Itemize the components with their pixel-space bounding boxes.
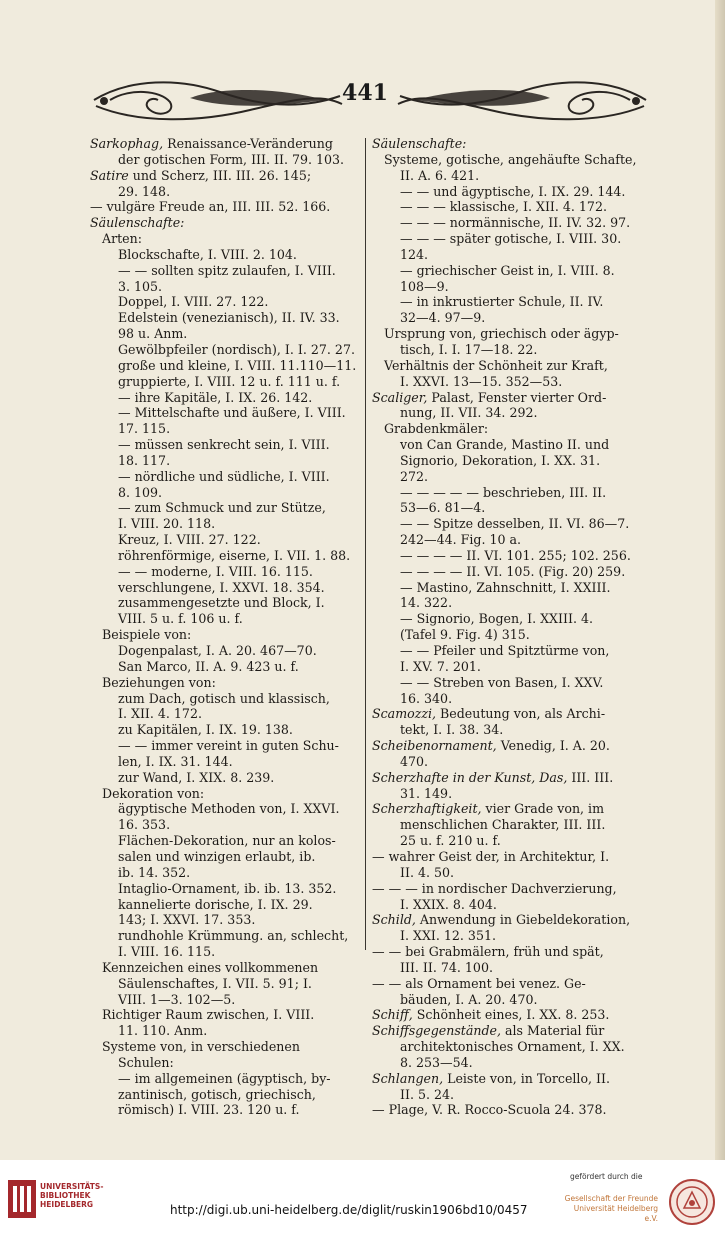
index-entry-line: kannelierte dorische, I. IX. 29. xyxy=(118,896,313,912)
index-entry-line: 17. 115. xyxy=(118,421,171,437)
entry-headword: Scherzhaftigkeit, xyxy=(372,801,482,817)
index-entry-line: 272. xyxy=(400,468,429,484)
index-entry-line: 143; I. XXVI. 17. 353. xyxy=(118,912,256,928)
index-entry-line: — zum Schmuck und zur Stütze, xyxy=(118,500,326,516)
entry-headword: Schiffsgegenstände, xyxy=(372,1023,502,1039)
index-entry-line: — — — — — beschrieben, III. II. xyxy=(400,484,607,500)
entry-headword: Schild, xyxy=(372,912,416,928)
entry-text: III. III. xyxy=(567,769,614,785)
index-entry-line: Doppel, I. VIII. 27. 122. xyxy=(118,294,269,310)
index-entry-line: zum Dach, gotisch und klassisch, xyxy=(118,690,330,706)
index-entry-line: Signorio, Dekoration, I. XX. 31. xyxy=(400,452,601,468)
index-entry-line: — Signorio, Bogen, I. XXIII. 4. xyxy=(400,611,593,627)
index-entry-line: Kreuz, I. VIII. 27. 122. xyxy=(118,532,261,548)
society-name xyxy=(558,1194,658,1224)
index-entry-line: I. XXIX. 8. 404. xyxy=(400,896,497,912)
library-name-line1: UNIVERSITÄTS- xyxy=(40,1182,104,1191)
entry-text: Renaissance-Veränderung xyxy=(163,136,333,151)
index-entry-line: — müssen senkrecht sein, I. VIII. xyxy=(118,437,330,453)
index-entry-line: — — — — II. VI. 101. 255; 102. 256. xyxy=(400,547,631,563)
index-entry-line: Dekoration von: xyxy=(102,785,205,801)
index-entry-line: Dogenpalast, I. A. 20. 467—70. xyxy=(118,643,317,658)
index-entry-line xyxy=(372,912,644,928)
index-entry-line: römisch) I. VIII. 23. 120 u. f. xyxy=(118,1102,300,1118)
index-entry-line: — vulgäre Freude an, III. III. 52. 166. xyxy=(90,199,331,215)
index-entry-line: — Mittelschafte und äußere, I. VIII. xyxy=(118,405,346,421)
index-entry-line: I. VIII. 20. 118. xyxy=(118,516,216,532)
entry-text: Anwendung in Giebeldekoration, xyxy=(415,912,631,928)
entry-headword: Schlangen, xyxy=(372,1070,444,1086)
entry-text: als Material für xyxy=(501,1023,605,1039)
index-entry-line: Grabdenkmäler: xyxy=(384,421,489,437)
index-entry-line: Richtiger Raum zwischen, I. VIII. xyxy=(102,1007,315,1023)
index-entry-line: — — und ägyptische, I. IX. 29. 144. xyxy=(400,183,626,199)
index-entry-line: len, I. IX. 31. 144. xyxy=(118,753,233,769)
entry-headword: Scheibenornament, xyxy=(372,738,497,754)
index-entry-line: 242—44. Fig. 10 a. xyxy=(400,532,522,548)
index-entry-line: — ihre Kapitäle, I. IX. 26. 142. xyxy=(118,389,313,405)
entry-headword: Säulenschafte: xyxy=(372,136,467,151)
index-entry-line xyxy=(372,1023,644,1039)
entry-text: Leiste von, in Torcello, II. xyxy=(443,1070,610,1086)
footer-bar xyxy=(0,1160,725,1240)
society-name-line2: Universität Heidelberg e.V. xyxy=(573,1204,658,1223)
index-entry-line: der gotischen Form, III. II. 79. 103. xyxy=(118,151,345,167)
index-entry-line xyxy=(372,1071,644,1087)
index-entry-line xyxy=(90,168,360,184)
index-entry-line: 16. 353. xyxy=(118,817,171,833)
index-entry-line: von Can Grande, Mastino II. und xyxy=(400,437,610,453)
index-entry-line: — — sollten spitz zulaufen, I. VIII. xyxy=(118,262,336,278)
index-entry-line: Systeme von, in verschiedenen xyxy=(102,1039,300,1055)
entry-headword: Scamozzi, xyxy=(372,706,437,722)
index-entry-line: VIII. 5 u. f. 106 u. f. xyxy=(118,611,243,627)
index-entry-line: — wahrer Geist der, in Architektur, I. xyxy=(372,848,610,864)
index-entry-line: — Mastino, Zahnschnitt, I. XXIII. xyxy=(400,579,611,595)
index-entry-line: 124. xyxy=(400,246,429,262)
index-entry-line: — — immer vereint in guten Schu- xyxy=(118,738,339,754)
index-entry-line: röhrenförmige, eiserne, I. VII. 1. 88. xyxy=(118,547,351,563)
index-entry-line: I. XV. 7. 201. xyxy=(400,658,481,674)
index-entry-line: Flächen-Dekoration, nur an kolos- xyxy=(118,833,336,849)
index-entry-line: Blockschafte, I. VIII. 2. 104. xyxy=(118,246,297,262)
index-entry-line: 3. 105. xyxy=(118,278,163,294)
index-entry-line: 31. 149. xyxy=(400,785,453,801)
index-entry-line: zantinisch, gotisch, griechisch, xyxy=(118,1086,316,1102)
index-entry-line: tekt, I. I. 38. 34. xyxy=(400,722,504,738)
index-entry-line xyxy=(372,136,644,152)
index-entry-line: II. 4. 50. xyxy=(400,864,455,880)
index-entry-line: salen und winzigen erlaubt, ib. xyxy=(118,848,316,864)
index-entry-line: — — moderne, I. VIII. 16. 115. xyxy=(118,563,313,579)
column-divider xyxy=(365,138,366,950)
entry-text: vier Grade von, im xyxy=(481,801,605,817)
index-entry-line: 29. 148. xyxy=(118,183,171,199)
index-entry-line: ägyptische Methoden von, I. XXVI. xyxy=(118,801,340,817)
entry-headword: Scherzhafte in der Kunst, Das, xyxy=(372,769,568,785)
index-entry-line: — — Pfeiler und Spitztürme von, xyxy=(400,643,610,658)
index-entry-line: — — — klassische, I. XII. 4. 172. xyxy=(400,199,607,215)
index-entry-line: I. VIII. 16. 115. xyxy=(118,944,216,960)
index-entry-line: Schulen: xyxy=(118,1054,174,1070)
entry-text: und Scherz, III. III. 26. 145; xyxy=(128,167,312,183)
index-entry-line: 8. 109. xyxy=(118,484,163,500)
entry-text: Bedeutung von, als Archi- xyxy=(436,706,606,722)
index-entry-line: — — als Ornament bei venez. Ge- xyxy=(372,975,586,991)
index-entry-line: Arten: xyxy=(102,231,142,247)
index-entry-line: — griechischer Geist in, I. VIII. 8. xyxy=(400,262,615,278)
index-entry-line xyxy=(90,136,360,152)
index-entry-line: Säulenschaftes, I. VII. 5. 91; I. xyxy=(118,975,312,991)
entry-headword: Scaliger, xyxy=(372,389,428,405)
index-entry-line: — Plage, V. R. Rocco-Scuola 24. 378. xyxy=(372,1102,607,1118)
index-entry-line: 470. xyxy=(400,753,429,769)
permalink-url[interactable]: http://digi.ub.uni-heidelberg.de/diglit/ruskin1906bd10/0457 xyxy=(170,1203,528,1217)
index-entry-line xyxy=(372,390,644,406)
index-entry-line: — im allgemeinen (ägyptisch, by- xyxy=(118,1070,331,1086)
index-entry-line: architektonisches Ornament, I. XX. xyxy=(400,1039,625,1055)
entry-text: Schönheit eines, I. XX. 8. 253. xyxy=(412,1007,610,1023)
index-entry-line: Gewölbpfeiler (nordisch), I. I. 27. 27. xyxy=(118,341,355,357)
index-entry-line: I. XII. 4. 172. xyxy=(118,706,202,722)
index-entry-line: große und kleine, I. VIII. 11.110—11. xyxy=(118,357,357,373)
index-entry-line: Beziehungen von: xyxy=(102,674,216,690)
index-entry-line: 25 u. f. 210 u. f. xyxy=(400,833,501,849)
index-entry-line: 108—9. xyxy=(400,278,449,294)
index-entry-line: gruppierte, I. VIII. 12 u. f. 111 u. f. xyxy=(118,373,341,389)
index-entry-line: Kennzeichen eines vollkommenen xyxy=(102,959,319,975)
university-library-logo-icon xyxy=(8,1180,36,1218)
index-entry-line: zusammengesetzte und Block, I. xyxy=(118,595,325,611)
index-entry-line xyxy=(90,215,360,231)
index-entry-line: II. A. 6. 421. xyxy=(400,167,480,183)
index-entry-line: 98 u. Anm. xyxy=(118,326,188,342)
entry-headword: Sarkophag, xyxy=(90,136,164,151)
index-entry-line: 16. 340. xyxy=(400,690,453,706)
society-seal-icon xyxy=(668,1178,716,1226)
index-entry-line: — — bei Grabmälern, früh und spät, xyxy=(372,944,604,960)
library-name-line2: BIBLIOTHEK xyxy=(40,1191,91,1200)
entry-text: Venedig, I. A. 20. xyxy=(496,738,610,754)
index-column-right xyxy=(372,136,644,1118)
index-entry-line: San Marco, II. A. 9. 423 u. f. xyxy=(118,658,299,674)
index-entry-line: menschlichen Charakter, III. III. xyxy=(400,817,606,833)
index-entry-line: Intaglio-Ornament, ib. ib. 13. 352. xyxy=(118,880,337,896)
index-entry-line: 11. 110. Anm. xyxy=(118,1023,208,1039)
index-entry-line: 53—6. 81—4. xyxy=(400,500,486,516)
index-entry-line: — in inkrustierter Schule, II. IV. xyxy=(400,294,604,310)
index-column-left xyxy=(90,136,360,1118)
index-entry-line: Beispiele von: xyxy=(102,627,192,643)
index-entry-line: ib. 14. 352. xyxy=(118,864,191,880)
index-entry-line: I. XXVI. 13—15. 352—53. xyxy=(400,373,563,389)
index-entry-line: 18. 117. xyxy=(118,452,171,468)
entry-headword: Satire xyxy=(90,167,129,183)
society-name-line1: Gesellschaft der Freunde xyxy=(564,1194,658,1203)
funded-by-label: gefördert durch die xyxy=(570,1172,643,1181)
index-entry-line: Systeme, gotische, angehäufte Schafte, xyxy=(384,151,637,167)
entry-headword: Säulenschafte: xyxy=(90,215,185,231)
index-entry-line: zur Wand, I. XIX. 8. 239. xyxy=(118,769,275,785)
index-entry-line: — nördliche und südliche, I. VIII. xyxy=(118,468,330,484)
entry-headword: Schiff, xyxy=(372,1007,413,1023)
library-name xyxy=(40,1182,103,1209)
index-entry-line: — — — normännische, II. IV. 32. 97. xyxy=(400,215,631,231)
index-entry-line: tisch, I. I. 17—18. 22. xyxy=(400,341,538,357)
entry-text: Palast, Fenster vierter Ord- xyxy=(427,389,607,405)
index-entry-line: III. II. 74. 100. xyxy=(400,959,493,975)
index-entry-line: — — — später gotische, I. VIII. 30. xyxy=(400,231,622,247)
index-entry-line: I. XXI. 12. 351. xyxy=(400,928,496,944)
index-entry-line: — — — — II. VI. 105. (Fig. 20) 259. xyxy=(400,563,626,579)
index-entry-line: 14. 322. xyxy=(400,595,453,611)
index-entry-line: Verhältnis der Schönheit zur Kraft, xyxy=(384,357,608,373)
library-name-line3: HEIDELBERG xyxy=(40,1200,94,1209)
index-entry-line xyxy=(372,1007,644,1023)
index-entry-line: nung, II. VII. 34. 292. xyxy=(400,405,538,421)
index-entry-line xyxy=(372,738,644,754)
index-entry-line xyxy=(372,770,644,786)
index-entry-line: II. 5. 24. xyxy=(400,1086,455,1102)
index-entry-line: 8. 253—54. xyxy=(400,1054,473,1070)
index-entry-line: (Tafel 9. Fig. 4) 315. xyxy=(400,627,530,643)
index-entry-line: Ursprung von, griechisch oder ägyp- xyxy=(384,326,619,342)
index-entry-line xyxy=(372,801,644,817)
page-number: 441 xyxy=(342,80,388,106)
index-entry-line: bäuden, I. A. 20. 470. xyxy=(400,991,538,1007)
index-entry-line: zu Kapitälen, I. IX. 19. 138. xyxy=(118,722,293,738)
index-entry-line: verschlungene, I. XXVI. 18. 354. xyxy=(118,579,325,595)
index-entry-line xyxy=(372,706,644,722)
index-entry-line: — — — in nordischer Dachverzierung, xyxy=(372,880,617,896)
index-entry-line: VIII. 1—3. 102—5. xyxy=(118,991,236,1007)
index-entry-line: — — Spitze desselben, II. VI. 86—7. xyxy=(400,516,630,532)
index-entry-line: 32—4. 97—9. xyxy=(400,310,486,326)
index-entry-line: — — Streben von Basen, I. XXV. xyxy=(400,674,604,690)
index-entry-line: rundhohle Krümmung. an, schlecht, xyxy=(118,928,349,944)
index-entry-line: Edelstein (venezianisch), II. IV. 33. xyxy=(118,310,340,326)
